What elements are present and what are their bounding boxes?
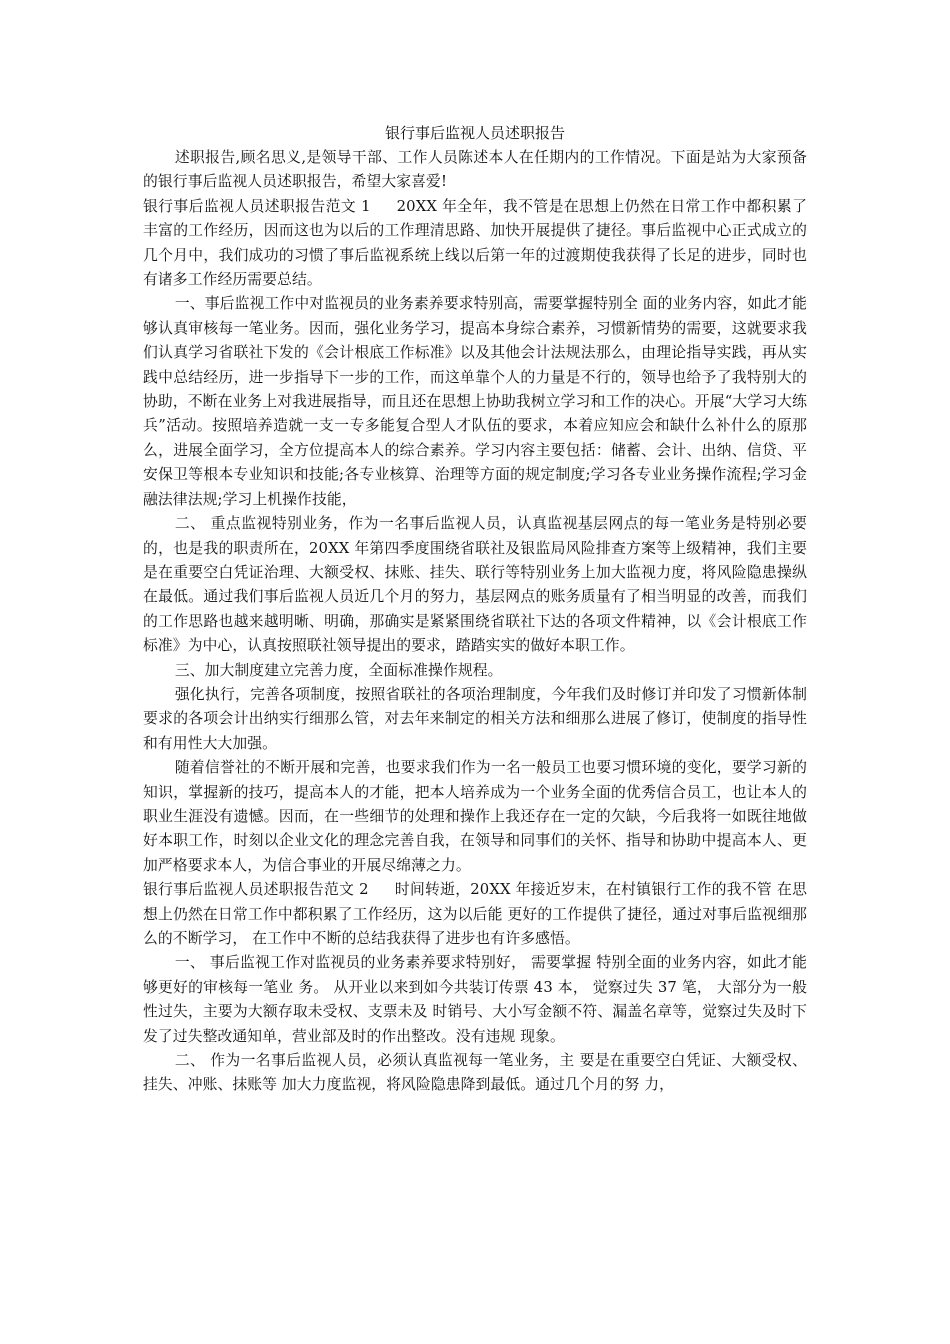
- sample-1-execution-paragraph: 强化执行，完善各项制度，按照省联社的各项治理制度，今年我们及时修订并印发了习惯新体制要求的各项会计出纳实行细那么管，对去年来制定的相关方法和细那么进展了修订，使制度的指导性和有用性大大加强。: [143, 685, 807, 752]
- sample-1-paragraph: [143, 195, 807, 293]
- intro-paragraph: 述职报告,顾名思义,是领导干部、工作人员陈述本人在任期内的工作情况。下面是站为大家预备的银行事后监视人员述职报告，希望大家喜爱!: [143, 149, 807, 191]
- sample-1-text: 20XX 年全年，我不管是在思想上仍然在日常工作中都积累了丰富的工作经历，因而这也为以后的工作理清思路、加快开展提供了捷径。事后监视中心正式成立的几个月中，我们成功的习惯了事后监视系统上线以后第一年的过渡期使我获得了长足的进步，同时也有诸多工作经历需要总结。: [143, 197, 807, 289]
- sample-2-text: 时间转逝，20XX 年接近岁末，在村镇银行工作的我不管 在思想上仍然在日常工作中都积累了工作经历，这为以后能 更好的工作提供了捷径，通过对事后监视细那么的不断学习， 在工作中不断的总结我获得了进步也有许多感悟。: [143, 881, 807, 947]
- document-title: 银行事后监视人员述职报告: [384, 124, 565, 142]
- document-page: [143, 120, 807, 1098]
- sample-2-point-2: 二、 作为一名事后监视人员，必须认真监视每一笔业务，主 要是在重要空白凭证、大额受权、挂失、冲账、抹账等 加大力度监视，将风险隐患降到最低。通过几个月的努 力，: [143, 1052, 807, 1094]
- sample-2-paragraph: [143, 878, 807, 951]
- sample-1-closing-paragraph: 随着信誉社的不断开展和完善，也要求我们作为一名一般员工也要习惯环境的变化，要学习新的知识，掌握新的技巧，提高本人的才能，把本人培养成为一个业务全面的优秀信合员工，也让本人的职业生涯没有遗憾。因而，在一些细节的处理和操作上我还存在一定的欠缺，今后我将一如既往地做好本职工作，时刻以企业文化的理念完善自我，在领导和同事们的关怀、指导和协助中提高本人、更加严格要求本人，为信合事业的开展尽绵薄之力。: [143, 759, 807, 874]
- sample-1-point-3: 三、加大制度建立完善力度，全面标准操作规程。: [174, 661, 503, 679]
- sample-1-heading: 银行事后监视人员述职报告范文 1: [143, 197, 371, 215]
- sample-1-point-1: 一、事后监视工作中对监视员的业务素养要求特别高，需要掌握特别全 面的业务内容，如此才能够认真审核每一笔业务。因而，强化业务学习，提高本身综合素养，习惯新情势的需要，这就要求我们认真学习省联社下发的《会计根底工作标准》以及其他会计法规法那么，由理论指导实践，再从实践中总结经历，进一步指导下一步的工作，而这单靠个人的力量是不行的，领导也给予了我特别大的协助，不断在业务上对我进展指导，而且还在思想上协助我树立学习和工作的决心。开展“大学习大练兵”活动。按照培养造就一支一专多能复合型人才队伍的要求，本着应知应会和缺什么补什么的原那么，进展全面学习，全方位提高本人的综合素养。学习内容主要包括：储蓄、会计、出纳、信贷、平安保卫等根本专业知识和技能;各专业核算、治理等方面的规定制度;学习各专业业务操作流程;学习金融法律法规;学习上机操作技能，: [143, 295, 807, 508]
- sample-2-heading: 银行事后监视人员述职报告范文 2: [143, 881, 369, 899]
- sample-1-point-2: 二、 重点监视特别业务，作为一名事后监视人员，认真监视基层网点的每一笔业务是特别必要的，也是我的职责所在，20XX 年第四季度围绕省联社及银监局风险排查方案等上级精神，我们主要是在重要空白凭证治理、大额受权、抹账、挂失、联行等特别业务上加大监视力度，将风险隐患操纵在最低。通过我们事后监视人员近几个月的努力，基层网点的账务质量有了相当明显的改善，而我们的工作思路也越来越明晰、明确，那确实是紧紧围绕省联社下达的各项文件精神，以《会计根底工作标准》为中心，认真按照联社领导提出的要求，踏踏实实的做好本职工作。: [143, 515, 807, 655]
- sample-2-point-1: 一、 事后监视工作对监视员的业务素养要求特别好， 需要掌握 特别全面的业务内容，如此才能够更好的审核每一笔业 务。 从开业以来到如今共装订传票 43 本， 觉察过失 37 笔， 大部分为一般性过失，主要为大额存取未受权、支票未及 时销号、大小写金额不符、漏盖名章等，觉察过失及时下 发了过失整改通知单，营业部及时的作出整改。没有违规 现象。: [143, 954, 807, 1045]
